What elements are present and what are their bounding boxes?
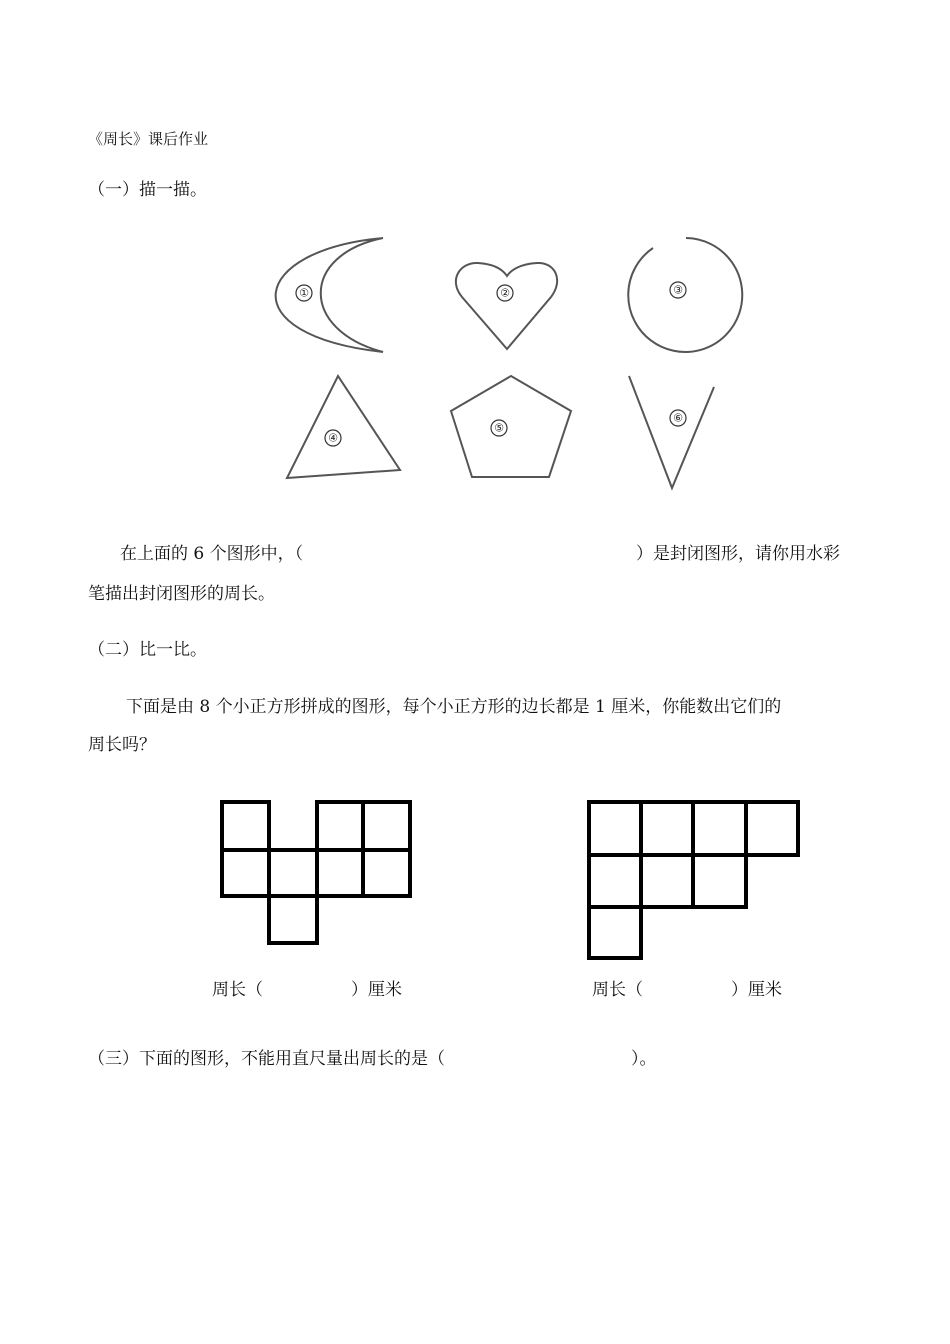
section-2-text-a: 下面是由 8 个小正方形拼成的图形，每个小正方形的边长都是 1 厘米，你能数出它们的 <box>126 697 782 717</box>
shape-label-1 <box>296 285 312 301</box>
svg-text:③: ③ <box>673 283 683 297</box>
shape-label-5 <box>491 420 507 436</box>
open-v-shape <box>629 376 714 488</box>
perimeter-label-prefix: 周长（ <box>212 980 263 1000</box>
square-figure-left <box>222 802 410 943</box>
shape-label-6 <box>670 410 686 426</box>
perimeter-label-left <box>212 975 402 1000</box>
section-2-text-b: 周长吗？ <box>88 735 156 755</box>
perimeter-label-right <box>592 975 782 1000</box>
crescent-shape <box>276 238 383 352</box>
shape-label-4 <box>325 430 341 446</box>
section-1-heading: （一）描一描。 <box>88 180 207 200</box>
section-2-heading: （二）比一比。 <box>88 640 207 660</box>
shape-label-2 <box>497 285 513 301</box>
square-figure-right <box>589 802 798 958</box>
svg-text:⑤: ⑤ <box>494 421 504 435</box>
perimeter-label-suffix: ）厘米 <box>351 980 402 1000</box>
section-1-text-c: 笔描出封闭图形的周长。 <box>88 584 275 604</box>
section-1-text-b: ）是封闭图形，请你用水彩 <box>636 544 840 564</box>
svg-text:④: ④ <box>328 431 338 445</box>
section-3-question <box>88 1044 657 1069</box>
shape-label-3 <box>670 282 686 298</box>
svg-text:⑥: ⑥ <box>673 411 683 425</box>
open-circle-shape <box>628 238 742 352</box>
page-title: 《周长》课后作业 <box>88 130 209 148</box>
svg-text:①: ① <box>299 286 309 300</box>
pentagon-shape <box>451 376 571 477</box>
svg-text:②: ② <box>500 286 510 300</box>
section-3-text-b: ）。 <box>631 1049 657 1069</box>
triangle-shape <box>287 376 400 478</box>
heart-shape <box>456 263 557 349</box>
section-1-text-a: 在上面的 6 个图形中，（ <box>120 544 304 564</box>
perimeter-label-suffix: ）厘米 <box>731 980 782 1000</box>
section-3-text-a: （三）下面的图形，不能用直尺量出周长的是（ <box>88 1049 445 1069</box>
perimeter-label-prefix: 周长（ <box>592 980 643 1000</box>
